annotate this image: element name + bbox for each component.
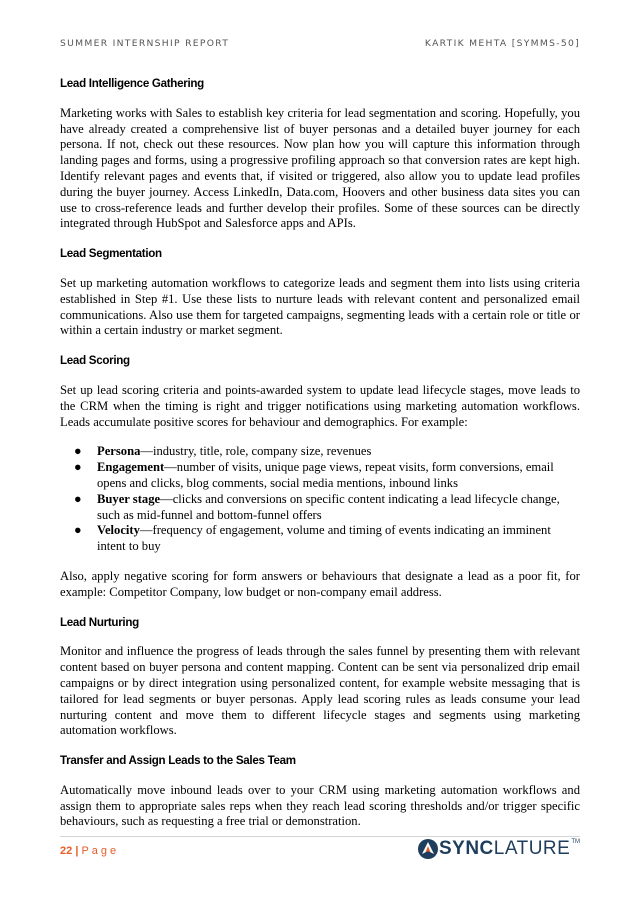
page-number-value: 22 [60,845,73,857]
section-paragraph: Set up lead scoring criteria and points-awarded system to update lead lifecycle stages, move leads to the CRM when the timing is right and trigger notifications using marketing automation workflows. Leads accumulate positive scores for behaviour and demographics. For example: [60,382,580,429]
page-content [60,76,580,844]
bullet-icon: ● [74,444,82,459]
bullet-term: Persona [97,444,141,459]
page-footer [60,836,580,859]
page-separator: | [75,845,79,857]
list-item [74,491,580,524]
bullet-term: Engagement [97,460,165,475]
section-title-lead-intelligence: Lead Intelligence Gathering [60,77,204,90]
section-title-transfer-leads: Transfer and Assign Leads to the Sales Team [60,754,296,768]
logo-trademark: TM [571,839,580,845]
list-item [74,460,580,492]
section-paragraph: Also, apply negative scoring for form answers or behaviours that designate a lead as a poor fit, for example: Competitor Company, low budget or non-company email address. [60,568,580,599]
page-number [60,845,119,857]
section-paragraph: Automatically move inbound leads over to your CRM using marketing automation workflows and assign them to appropriate sales reps when they reach lead scoring thresholds and/or trigger specific behaviours, such as requesting a free trial or demonstration. [60,782,580,829]
scoring-bullet-list [60,444,580,555]
section-paragraph: Marketing works with Sales to establish key criteria for lead segmentation and scoring. Hopefully, you have already created a comprehensive list of buyer personas and a detailed buyer journey for each persona. If not, check out these resources. Now plan how you will capture this information through landing pages and forms, using a progressive profiling approach so that conversion rates are kept high. Identify relevant pages and events that, if visited or triggered, also allow you to update lead profiles during the buyer journey. Access LinkedIn, Data.com, Hoovers and other business data sites you can use to cross-reference leads and further develop their profiles. Some of these sources can be directly integrated through HubSpot and Salesforce apps and APIs. [60,105,580,231]
bullet-text: —industry, title, role, company size, revenues [140,444,372,459]
bullet-icon: ● [74,523,82,538]
footer-divider [60,836,580,837]
header-right: KARTIK MEHTA [SYMMS-50] [424,38,580,49]
section-paragraph: Set up marketing automation workflows to categorize leads and segment them into lists using criteria established in Step #1. Use these lists to nurture leads with relevant content and personalized email communications. Also use them for targeted campaigns, segmenting leads with a certain role or title or within a certain industry or market segment. [60,275,580,338]
page-word: Page [81,845,120,857]
logo-text-light: LATURE [493,838,571,859]
synclature-logo-icon [417,838,439,860]
header-left: SUMMER INTERNSHIP REPORT [60,38,230,49]
bullet-text: —number of visits, unique page views, repeat visits, form conversions, email opens and clicks, blog comments, social media mentions, inbound links [97,460,554,490]
synclature-logo [417,838,580,860]
section-title-lead-nurturing: Lead Nurturing [60,615,139,629]
list-item [74,444,580,460]
page-header [60,38,580,49]
bullet-term: Buyer stage [97,491,161,506]
list-item [74,523,580,555]
section-paragraph: Monitor and influence the progress of leads through the sales funnel by presenting them with relevant content based on buyer persona and content mapping. Content can be sent via personalized drip email campaigns or by direct integration using personalized content, for example website messaging that is tailored for lead segments or buyer personas. Apply lead scoring rules as leads consume your lead nurturing content and move them to different lifecycle stages and segments using marketing automation workflows. [60,644,580,738]
logo-text-bold: SYNC [438,838,494,859]
bullet-term: Velocity [97,523,140,538]
section-title-lead-scoring: Lead Scoring [60,354,130,368]
bullet-text: —frequency of engagement, volume and timing of events indicating an imminent intent to buy [97,523,551,554]
bullet-text: —clicks and conversions on specific content indicating a lead lifecycle change, such as mid-funnel and bottom-funnel offers [97,491,560,522]
bullet-icon: ● [74,491,82,506]
section-title-lead-segmentation: Lead Segmentation [60,247,162,261]
bullet-icon: ● [74,460,82,475]
